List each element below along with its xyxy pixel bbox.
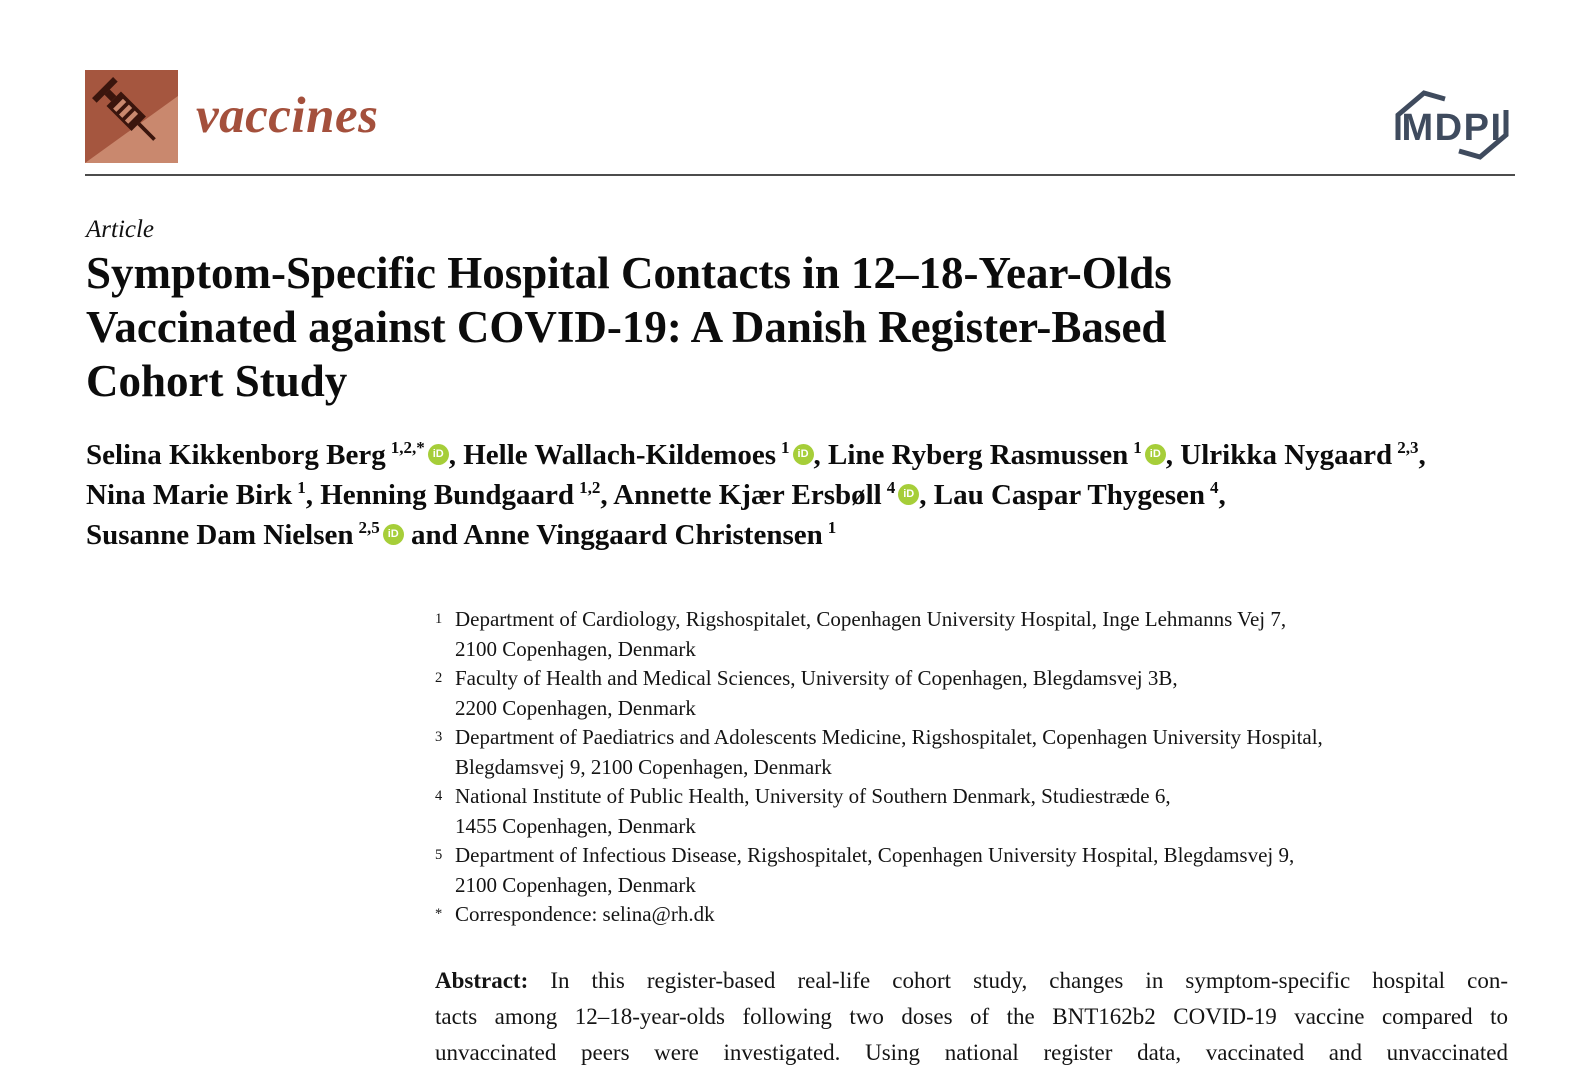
author-name: Lau Caspar Thygesen: [933, 479, 1206, 511]
correspondence-text[interactable]: [455, 900, 1508, 930]
author-affiliation-sup: 1: [827, 518, 837, 537]
author-affiliation-sup: 1,2: [579, 478, 601, 497]
author-separator: ,: [305, 479, 321, 511]
vaccines-journal-logo: [85, 70, 178, 163]
abstract: [435, 963, 1508, 1068]
affiliation-marker: 4: [435, 788, 443, 804]
mdpi-hexagon-logo: [1391, 87, 1513, 163]
correspondence-row: [435, 900, 1508, 930]
affiliation-line: Faculty of Health and Medical Sciences, University of Copenhagen, Blegdamsvej 3B,: [455, 666, 1178, 690]
orcid-icon[interactable]: iD: [383, 524, 404, 545]
author-affiliation-sup: 4: [886, 478, 896, 497]
affiliation-marker: 3: [435, 729, 443, 745]
author-name: Line Ryberg Rasmussen: [828, 439, 1129, 471]
article-title: [86, 246, 1426, 408]
affiliation-marker: 5: [435, 847, 443, 863]
author-name: Henning Bundgaard: [320, 479, 575, 511]
author-line: [86, 437, 1506, 477]
title-line: Vaccinated against COVID-19: A Danish Register-Based: [86, 302, 1167, 352]
header-divider: [85, 174, 1515, 176]
journal-wordmark: vaccines: [196, 88, 379, 144]
author-affiliation-sup: 4: [1210, 478, 1219, 497]
title-line: Symptom-Specific Hospital Contacts in 12–18-Year-Olds: [86, 248, 1172, 298]
author-name: Helle Wallach-Kildemoes: [463, 439, 777, 471]
affiliation-row: [435, 782, 1508, 841]
author-separator: ,: [1218, 479, 1226, 511]
author-name: Nina Marie Birk: [86, 479, 293, 511]
author-affiliation-sup: 1,2,*: [390, 438, 425, 457]
affiliation-text: [455, 782, 1508, 841]
affiliation-line: Department of Paediatrics and Adolescents Medicine, Rigshospitalet, Copenhagen University Hospital,: [455, 725, 1323, 749]
orcid-icon[interactable]: iD: [793, 444, 814, 465]
affiliation-row: [435, 723, 1508, 782]
affiliation-line: 2100 Copenhagen, Denmark: [455, 872, 696, 897]
author-name: Annette Kjær Ersbøll: [613, 479, 882, 511]
affiliation-line: Department of Infectious Disease, Rigshospitalet, Copenhagen University Hospital, Blegdamsvej 9,: [455, 843, 1295, 867]
author-list: [86, 437, 1506, 557]
author-name: Ulrikka Nygaard: [1180, 439, 1393, 471]
author-affiliation-sup: 2,5: [358, 518, 380, 537]
orcid-icon[interactable]: iD: [1145, 444, 1166, 465]
author-separator: ,: [1165, 439, 1181, 471]
author-affiliation-sup: 1: [781, 438, 790, 457]
affiliation-line: 1455 Copenhagen, Denmark: [455, 813, 696, 838]
author-name: Selina Kikkenborg Berg: [86, 439, 386, 471]
abstract-line: tacts among 12–18-year-olds following two doses of the BNT162b2 COVID-19 vaccine compared to: [435, 1004, 1508, 1029]
affiliation-text: [455, 723, 1508, 782]
syringe-icon: [85, 70, 178, 163]
abstract-line: unvaccinated peers were investigated. Using national register data, vaccinated and unvaccinated: [435, 1040, 1508, 1065]
author-affiliation-sup: 1: [297, 478, 306, 497]
affiliation-marker: 1: [435, 611, 443, 627]
affiliation-marker: *: [435, 906, 443, 922]
affiliation-line: 2100 Copenhagen, Denmark: [455, 636, 696, 661]
author-line: [86, 477, 1506, 517]
author-name: Anne Vinggaard Christensen: [463, 519, 823, 551]
author-separator: ,: [600, 479, 614, 511]
mdpi-logo-text: MDPI: [1401, 107, 1503, 149]
affiliation-row: [435, 664, 1508, 723]
author-separator: ,: [919, 479, 934, 511]
affiliation-row: [435, 605, 1508, 664]
author-separator: ,: [448, 439, 464, 471]
author-separator: and: [403, 519, 464, 551]
author-line: [86, 517, 1506, 557]
affiliation-line: 2200 Copenhagen, Denmark: [455, 695, 696, 720]
affiliation-text: [455, 605, 1508, 664]
author-affiliation-sup: 1: [1133, 438, 1142, 457]
author-name: Susanne Dam Nielsen: [86, 519, 354, 551]
affiliation-line: National Institute of Public Health, University of Southern Denmark, Studiestræde 6,: [455, 784, 1171, 808]
affiliation-list: [435, 605, 1508, 930]
author-separator: ,: [1418, 439, 1426, 471]
affiliation-text: [455, 841, 1508, 900]
abstract-label: Abstract:: [435, 968, 551, 993]
affiliation-line: Blegdamsvej 9, 2100 Copenhagen, Denmark: [455, 754, 832, 779]
author-affiliation-sup: 2,3: [1397, 438, 1419, 457]
title-line: Cohort Study: [86, 356, 348, 406]
orcid-icon[interactable]: iD: [898, 484, 919, 505]
author-separator: ,: [813, 439, 829, 471]
abstract-line: Abstract: In this register-based real-life cohort study, changes in symptom-specific hospital con-: [435, 968, 1509, 993]
affiliation-row: [435, 841, 1508, 900]
affiliation-line: Department of Cardiology, Rigshospitalet, Copenhagen University Hospital, Inge Lehmanns Vej 7,: [455, 607, 1287, 631]
affiliation-text: [455, 664, 1508, 723]
article-type-label: Article: [86, 216, 155, 243]
orcid-icon[interactable]: iD: [428, 444, 449, 465]
affiliation-line: Correspondence: selina@rh.dk: [455, 902, 715, 926]
affiliation-marker: 2: [435, 670, 443, 686]
